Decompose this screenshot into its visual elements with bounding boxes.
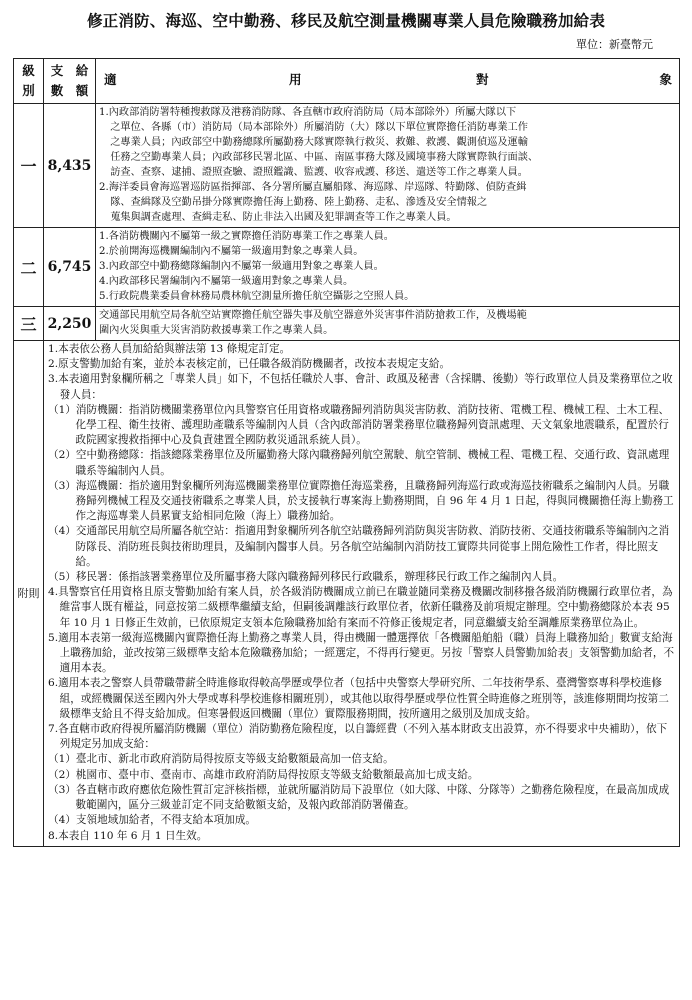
table-row bbox=[14, 104, 680, 228]
notes-cell bbox=[44, 341, 680, 847]
amount-cell: 8,435 bbox=[44, 104, 96, 228]
document bbox=[13, 6, 679, 847]
header-amount: 支 給 數 額 bbox=[44, 59, 96, 104]
table-header-row bbox=[14, 59, 680, 104]
note-item: 3.本表適用對象欄所稱之「專業人員」如下，不包括任職於人事、會計、政風及秘書（含採購、後勤）等行政單位人員及業務單位之收發人員： bbox=[48, 373, 673, 401]
header-level: 級 別 bbox=[14, 59, 44, 104]
note-item: （5）移民署：係指該署業務單位及所屬事務大隊內職務歸列移民行政職系，辦理移民行政工作之編制內人員。 bbox=[48, 571, 564, 584]
unit-label: 單位：新臺幣元 bbox=[576, 38, 653, 51]
note-item: （1）消防機關：指消防機關業務單位內具警察官任用資格或職務歸列消防與災害防救、消防技術、電機工程、機械工程、土木工程、化學工程、衛生技術、護理助產職系等編制內人員（含內政部消防署業務單位職務歸列資訊處理、天文氣象地震職系，配置於行政院國家搜救指揮中心及負責建置全國防救災通訊系統人員）。 bbox=[48, 403, 670, 447]
note-item: （3）海巡機關：指於適用對象欄所列海巡機關業務單位實際擔任海巡業務，且職務歸列海巡行政或海巡技術職系之編制內人員。另職務歸列機械工程及交通技術職系之專業人員，於支援執行專案海上勤務期間，自 96 年 4 月 1 日起，得與同機關擔任海上勤務工作之海巡專業人員累實支給相同危險（海上）職務加給。 bbox=[48, 479, 674, 523]
note-item: 8.本表自 110 年 6 月 1 日生效。 bbox=[48, 829, 208, 842]
note-item: （1）臺北市、新北市政府消防局得按原支等級支給數額最高加一倍支給。 bbox=[48, 753, 394, 766]
note-item: （4）交通部民用航空局所屬各航空站：指適用對象欄所列各航空站職務歸列消防與災害防救、消防技術、交通技術職系等編制內之消防隊長、消防班長與技術助理員，及編制內醫事人員。另各航空站編制內消防技工實際共同從事上開危險性工作者，得比照支給。 bbox=[48, 525, 670, 568]
amount-cell: 2,250 bbox=[44, 307, 96, 341]
note-item: 2.原支警勤加給有案，並於本表核定前，已任職各級消防機關者，改按本表規定支給。 bbox=[48, 358, 451, 371]
level-cell: 三 bbox=[14, 307, 44, 341]
note-item: 4.具警察官任用資格且原支警勤加給有案人員，於各級消防機關成立前已在職並隨同業務及機關改制移撥各級消防機關行政單位者，為維當事人既有權益，同意按第二級標準繼續支給，但嗣後調離該行政單位者，依新任職務及前項規定辦理。空中勤務總隊於本表 95 年 10 月 1 日修正生效前，已依原規定支領本危險職務加給有案而不符修正後規定者，同意繼續支給至調離原業務單位為止。 bbox=[48, 586, 673, 629]
object-cell: 1.內政部消防署特種搜救隊及港務消防隊、各直轄市政府消防局（局本部除外）所屬大隊以下 之單位、各縣（市）消防局（局本部除外）所屬消防（大）隊以下單位實際擔任消防專業工作 之專業人員；內政部空中勤務總隊所屬勤務大隊實際執行救災、救難、救護、觀測偵巡及運輸 任務之空勤專業人員；內政部移民署北區、中區、南區事務大隊及國境事務大隊實際執行面談、 訪查、查察、逮捕、證照查驗、證照鑑識、監護、收容戒護、移送、遣送等工作之專業人員。 2.海洋委員會海巡署巡防區指揮部、各分署所屬直屬船隊、海巡隊、岸巡隊、特勤隊、偵防查緝 隊、查緝隊及空勤吊掛分隊實際擔任海上勤務、陸上勤務、走私、滲透及安全情報之 蒐集與調查處理、查緝走私、防止非法入出國及犯罪調查等工作之專業人員。 bbox=[96, 104, 680, 228]
note-item: （2）空中勤務總隊：指該總隊業務單位及所屬勤務大隊內職務歸列航空駕駛、航空管制、機械工程、電機工程、交通行政、資訊處理職系等編制內人員。 bbox=[48, 449, 670, 477]
note-item: 7.各直轄市政府得視所屬消防機關（單位）消防勤務危險程度，以自籌經費（不列入基本財政支出設算，亦不得要求中央補助），依下列規定另加成支給： bbox=[48, 723, 668, 751]
header-applicable-objects: 適 用 對 象 bbox=[96, 59, 680, 104]
table-row bbox=[14, 228, 680, 307]
note-item: 1.本表依公務人員加給給與辦法第 13 條規定訂定。 bbox=[48, 343, 291, 355]
object-cell: 交通部民用航空局各航空站實際擔任航空器失事及航空器意外災害事件消防搶救工作，及機場範 圍內火災與重大災害消防救援專業工作之專業人員。 bbox=[96, 307, 680, 341]
notes-label: 附則 bbox=[14, 341, 44, 847]
level-cell: 二 bbox=[14, 228, 44, 307]
allowance-table bbox=[13, 58, 680, 847]
amount-cell: 6,745 bbox=[44, 228, 96, 307]
note-item: （3）各直轄市政府應依危險性質訂定評核指標，並就所屬消防局下設單位（如大隊、中隊、分隊等）之勤務危險程度，在最高加成成數範圍內，區分三級並訂定不同支給數額支給，及報內政部消防署備查。 bbox=[48, 783, 670, 812]
document-title: 修正消防、海巡、空中勤務、移民及航空測量機關專業人員危險職務加給表 bbox=[86, 11, 606, 30]
note-item: 6.適用本表之警察人員帶職帶薪全時進修取得較高學歷或學位者（包括中央警察大學研究所、二年技術學系、臺灣警察專科學校進修組，或經機關保送至國內外大學或專科學校進修相關班別），或其他以取得學歷或學位性質全時進修之班別等，該進修期間均按第二級標準支給且不得支給加成。但寒暑假返回機關（單位）實際服務期間，按所適用之級別及加成支給。 bbox=[48, 677, 669, 720]
note-item: 5.適用本表第一級海巡機關內實際擔任海上勤務之專業人員，得由機關一體選擇依「各機關船舶船（職）員海上職務加給」數實支給海上職務加給，並改按第三級標準支給本危險職務加給；一經選定，不得再行變更。另按「警察人員警勤加給表」支領警勤加給者，不適用本表。 bbox=[48, 631, 675, 675]
level-cell: 一 bbox=[14, 104, 44, 228]
object-cell: 1.各消防機關內不屬第一級之實際擔任消防專業工作之專業人員。 2.於前開海巡機關編制內不屬第一級適用對象之專業人員。 3.內政部空中勤務總隊編制內不屬第一級適用對象之專業人員。 4.內政部移民署編制內不屬第一級適用對象之專業人員。 5.行政院農業委員會林務局農林航空測量所擔任航空攝影之空照人員。 bbox=[96, 228, 680, 307]
table-row bbox=[14, 307, 680, 341]
note-item: （4）支領地域加給者，不得支給本項加成。 bbox=[48, 814, 257, 827]
notes-row bbox=[14, 341, 680, 847]
note-item: （2）桃園市、臺中市、臺南市、高雄市政府消防局得按原支等級支給數額最高加七成支給。 bbox=[48, 768, 479, 781]
